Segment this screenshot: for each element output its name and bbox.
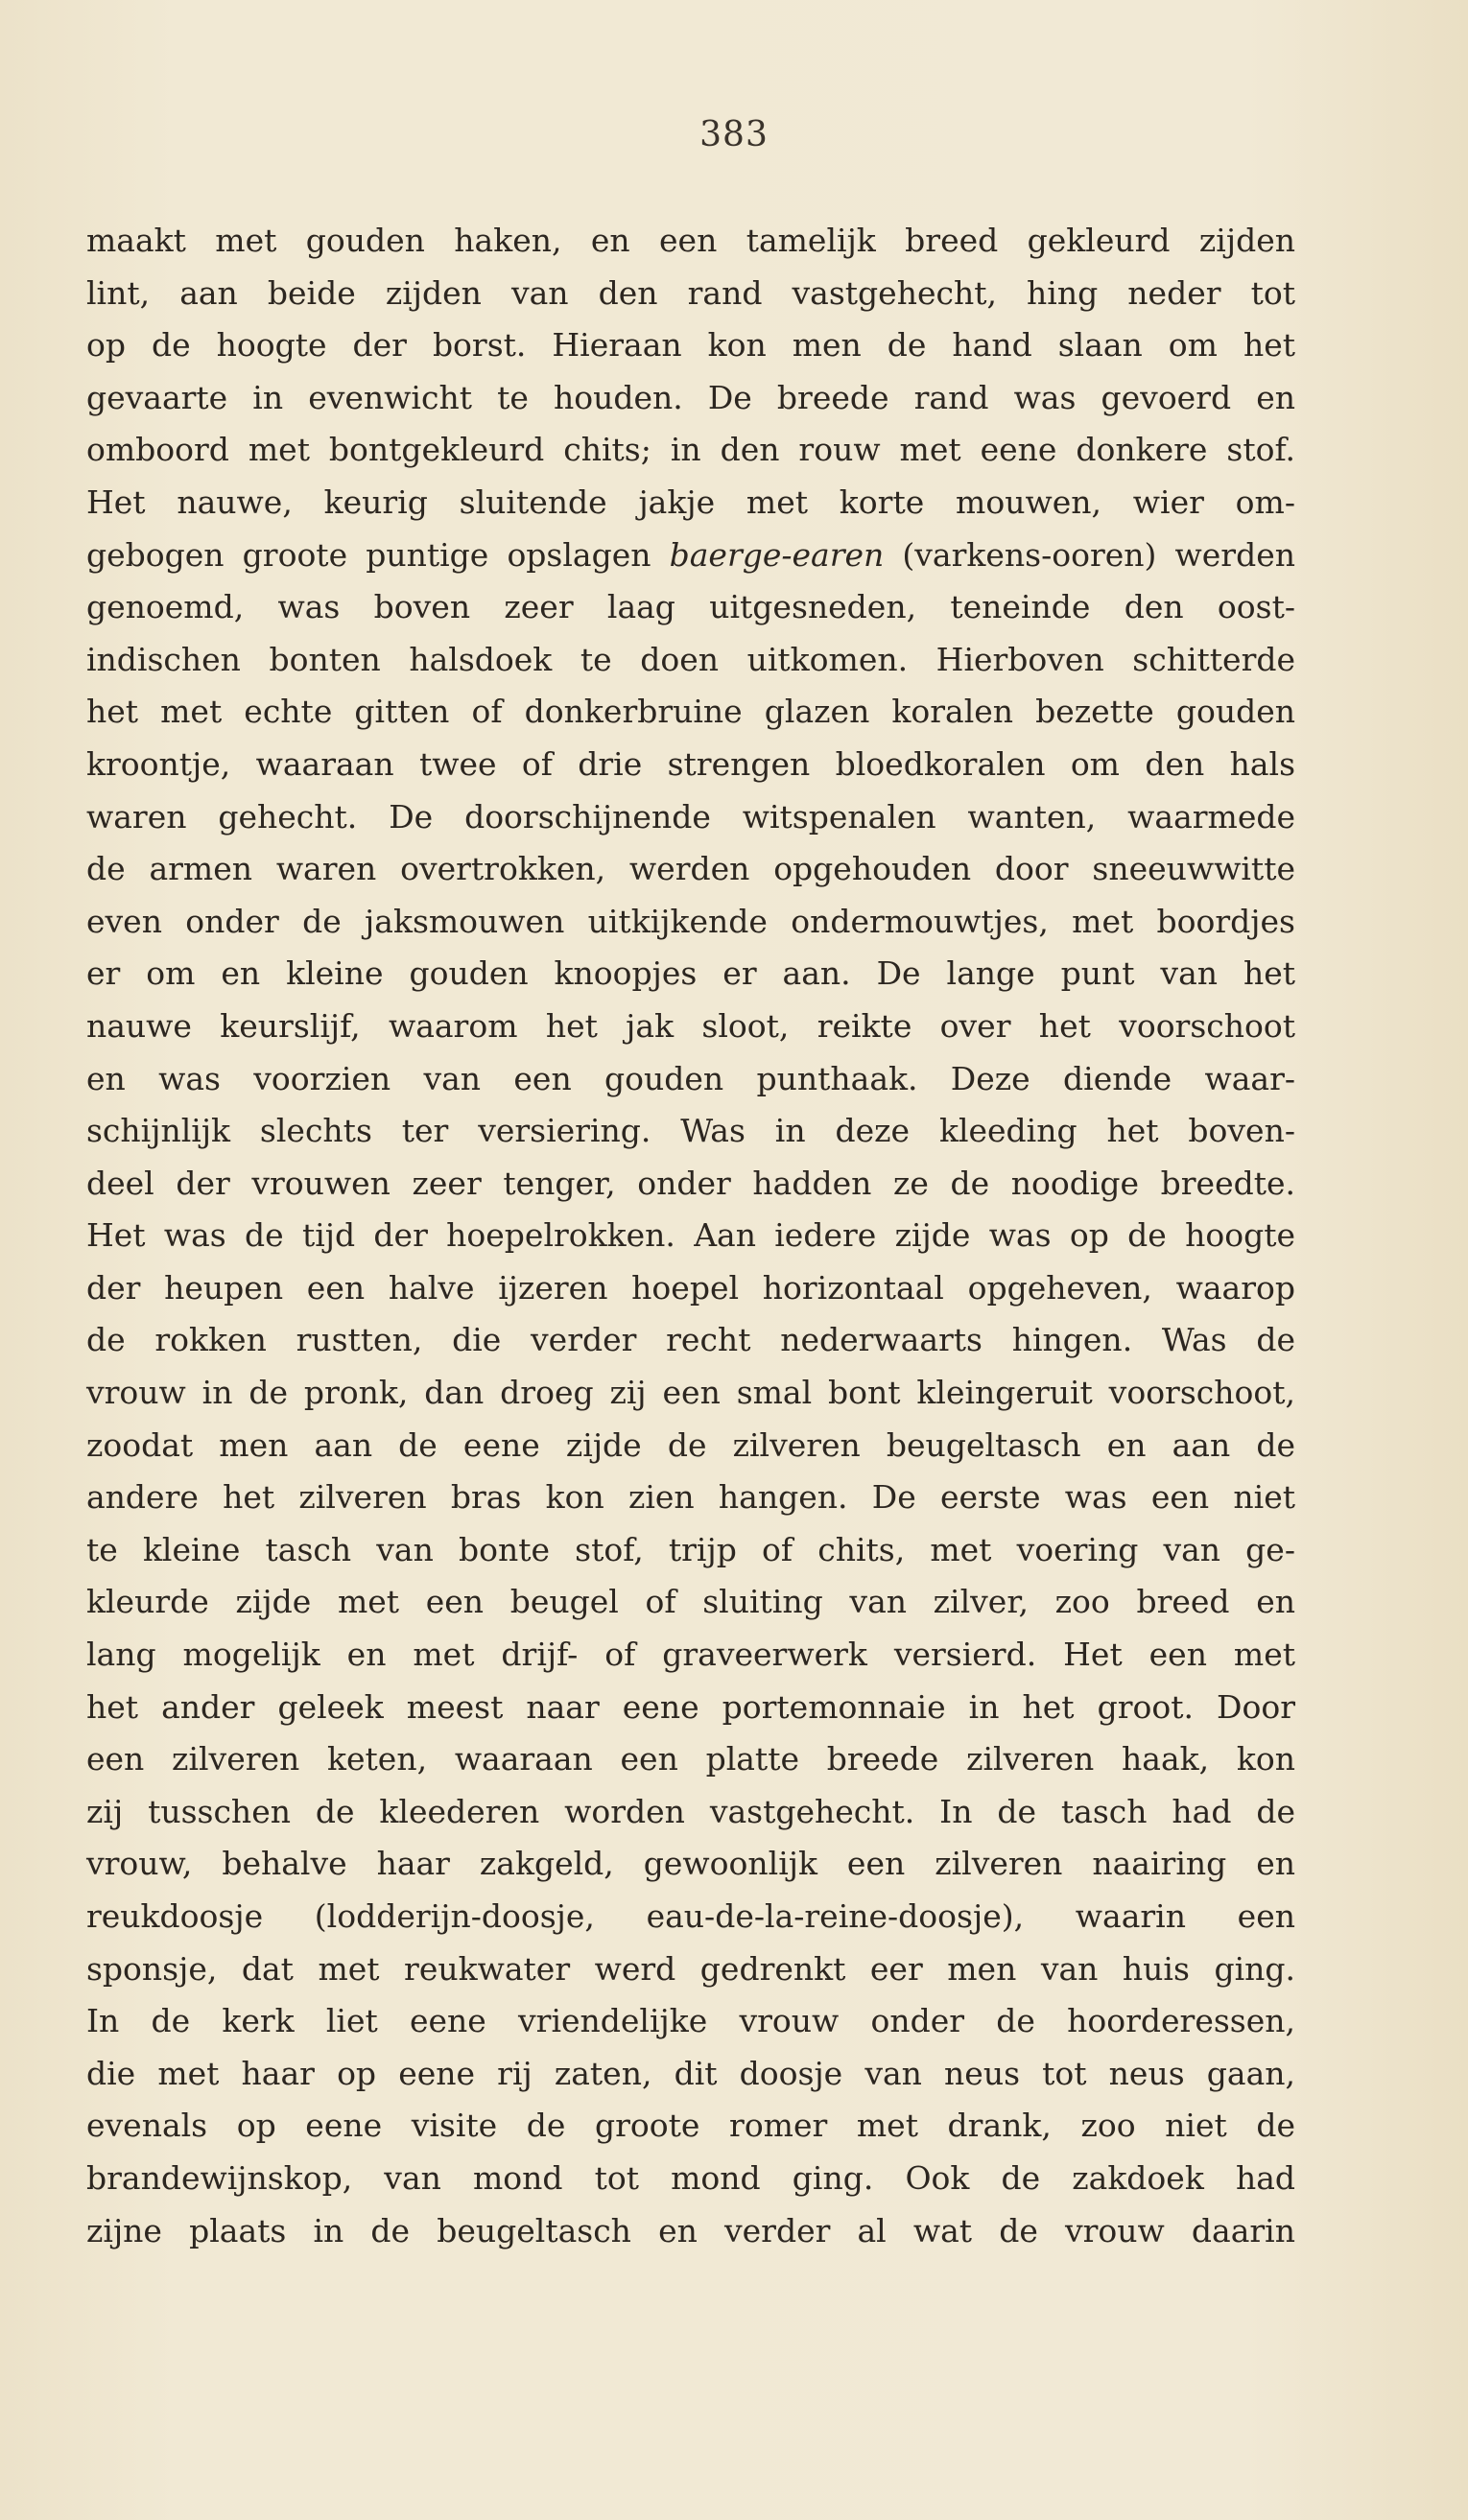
text-line: zijne plaats in de beugeltasch en verder al wat de vrouw daarin [86, 2211, 1295, 2249]
text-line: even onder de jaksmouwen uitkijkende ondermouwtjes, met boordjes [86, 902, 1295, 940]
text-line: een zilveren keten, waaraan een platte breede zilveren haak, kon [86, 1740, 1295, 1778]
text-line: vrouw in de pronk, dan droeg zij een smal bont kleingeruit voorschoot, [86, 1374, 1295, 1412]
text-line: kleurde zijde met een beugel of sluiting van zilver, zoo breed en [86, 1583, 1295, 1621]
text-line: schijnlijk slechts ter versiering. Was in deze kleeding het boven- [86, 1112, 1295, 1150]
text-line: er om en kleine gouden knoopjes er aan. De lange punt van het [86, 954, 1295, 993]
text-line: te kleine tasch van bonte stof, trijp of chits, met voering van ge- [86, 1530, 1295, 1568]
text-line: het ander geleek meest naar eene portemonnaie in het groot. Door [86, 1687, 1295, 1726]
text-line: der heupen een halve ijzeren hoepel horizontaal opgeheven, waarop [86, 1268, 1295, 1307]
text-line: maakt met gouden haken, en een tamelijk breed gekleurd zijden [86, 222, 1295, 259]
text-line: reukdoosje (lodderijn-doosje, eau-de-la-reine-doosje), waarin een [86, 1897, 1295, 1935]
italic-term: baerge-earen [669, 535, 885, 574]
body-text [86, 215, 1295, 2257]
text-line [86, 530, 1295, 582]
text-line: waren gehecht. De doorschijnende witspenalen wanten, waarmede [86, 797, 1295, 836]
text-line: het met echte gitten of donkerbruine glazen koralen bezette gouden [86, 693, 1295, 731]
text-line: vrouw, behalve haar zakgeld, gewoonlijk een zilveren naairing en [86, 1845, 1295, 1883]
line-segment: gebogen groote puntige opslagen [86, 535, 670, 574]
text-line: de armen waren overtrokken, werden opgehouden door sneeuwwitte [86, 850, 1295, 888]
text-line: deel der vrouwen zeer tenger, onder hadden ze de noodige breedte. [86, 1164, 1295, 1202]
text-line: nauwe keurslijf, waarom het jak sloot, reikte over het voorschoot [86, 1006, 1295, 1045]
text-line: Het nauwe, keurig sluitende jakje met korte mouwen, wier om- [86, 483, 1295, 521]
text-line: die met haar op eene rij zaten, dit doosje van neus tot neus gaan, [86, 2054, 1295, 2092]
text-line: lint, aan beide zijden van den rand vastgehecht, hing neder tot [86, 273, 1295, 312]
text-line: en was voorzien van een gouden punthaak. Deze diende waar- [86, 1059, 1295, 1097]
text-line: evenals op eene visite de groote romer met drank, zoo niet de [86, 2107, 1295, 2145]
page-number: 383 [699, 115, 769, 154]
line-segment: (varkens-ooren) werden [884, 535, 1295, 574]
text-line: de rokken rustten, die verder recht nederwaarts hingen. Was de [86, 1321, 1295, 1359]
text-line: gevaarte in evenwicht te houden. De breede rand was gevoerd en [86, 378, 1295, 416]
text-line: zij tusschen de kleederen worden vastgehecht. In de tasch had de [86, 1792, 1295, 1830]
text-line: brandewijnskop, van mond tot mond ging. Ook de zakdoek had [86, 2158, 1295, 2197]
text-line: sponsje, dat met reukwater werd gedrenkt eer men van huis ging. [86, 1949, 1295, 1988]
text-line: zoodat men aan de eene zijde de zilveren beugeltasch en aan de [86, 1425, 1295, 1464]
text-line: genoemd, was boven zeer laag uitgesneden, teneinde den oost- [86, 588, 1295, 626]
text-line: andere het zilveren bras kon zien hangen. De eerste was een niet [86, 1478, 1295, 1517]
text-line: In de kerk liet eene vriendelijke vrouw onder de hoorderessen, [86, 2002, 1295, 2040]
text-line: indischen bonten halsdoek te doen uitkomen. Hierboven schitterde [86, 640, 1295, 678]
text-line: op de hoogte der borst. Hieraan kon men de hand slaan om het [86, 326, 1295, 365]
text-line: Het was de tijd der hoepelrokken. Aan iedere zijde was op de hoogte [86, 1216, 1295, 1255]
text-line: lang mogelijk en met drijf- of graveerwerk versierd. Het een met [86, 1636, 1295, 1674]
text-line: omboord met bontgekleurd chits; in den rouw met eene donkere stof. [86, 431, 1295, 469]
text-line: kroontje, waaraan twee of drie strengen bloedkoralen om den hals [86, 744, 1295, 783]
